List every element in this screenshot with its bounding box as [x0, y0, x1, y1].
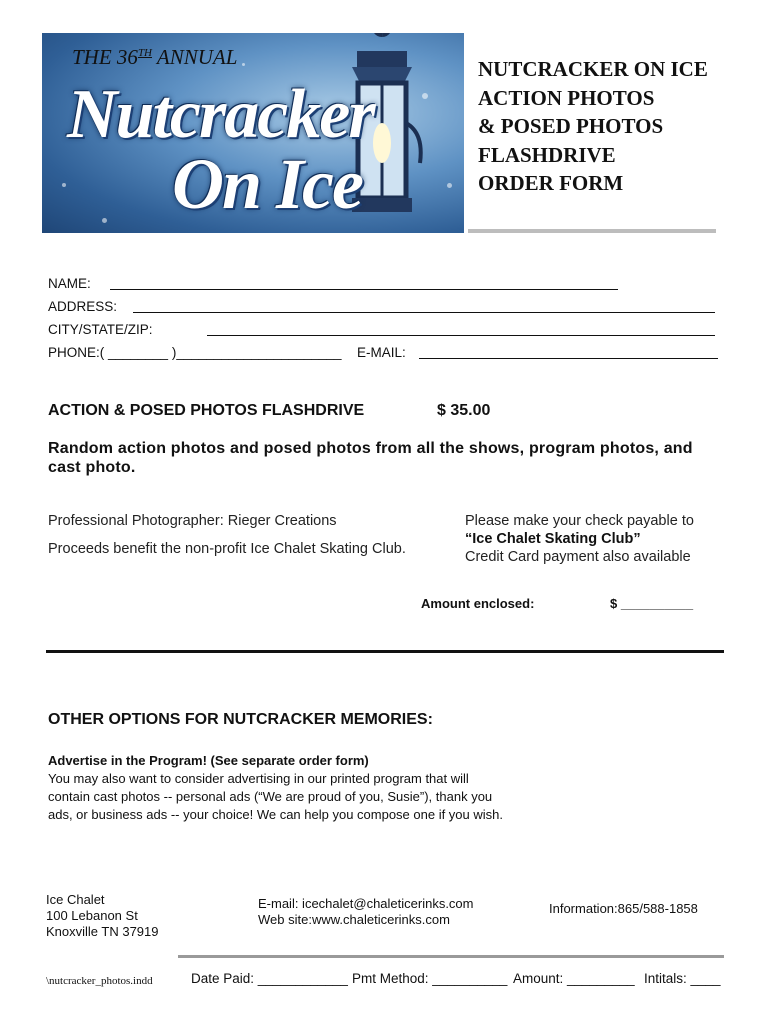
address-field[interactable]: [133, 312, 715, 313]
email-field[interactable]: [419, 358, 718, 359]
city-state-zip-field[interactable]: [207, 335, 715, 336]
advertise-text-line: You may also want to consider advertising in our printed program that will: [48, 771, 469, 786]
name-field[interactable]: [110, 289, 618, 290]
contact-street: 100 Lebanon St: [46, 908, 138, 923]
title-line: FLASHDRIVE: [478, 142, 616, 167]
email-label: E-MAIL:: [357, 345, 406, 360]
photographer-text: Professional Photographer: Rieger Creations: [48, 513, 337, 529]
payment-method-field[interactable]: Pmt Method: __________: [352, 971, 508, 986]
contact-website: Web site:www.chaleticerinks.com: [258, 912, 450, 927]
footer-divider: [178, 955, 724, 958]
title-line: ACTION PHOTOS: [478, 85, 655, 110]
amount-field[interactable]: Amount: _________: [513, 971, 635, 986]
initials-field[interactable]: Intitals: ____: [644, 971, 721, 986]
product-name: ACTION & POSED PHOTOS FLASHDRIVE: [48, 402, 365, 419]
product-description: Random action photos and posed photos from all the shows, program photos, and cast photo.: [48, 440, 693, 476]
title-line: ORDER FORM: [478, 171, 624, 195]
contact-email: E-mail: icechalet@chaleticerinks.com: [258, 896, 474, 911]
contact-name: Ice Chalet: [46, 892, 105, 907]
payable-to-name: “Ice Chalet Skating Club”: [465, 531, 641, 547]
order-form-title: [478, 55, 708, 198]
name-label: NAME:: [48, 276, 91, 291]
proceeds-text: Proceeds benefit the non-profit Ice Chalet Skating Club.: [48, 541, 406, 557]
title-line: NUTCRACKER ON ICE: [478, 57, 708, 81]
other-options-heading: OTHER OPTIONS FOR NUTCRACKER MEMORIES:: [48, 711, 433, 728]
banner-title-line2: On Ice: [172, 144, 362, 224]
title-line: & POSED PHOTOS: [478, 114, 664, 138]
date-paid-field[interactable]: Date Paid: ____________: [191, 971, 348, 986]
amount-enclosed-field[interactable]: $ __________: [610, 596, 694, 611]
advertise-text-line: ads, or business ads -- your choice! We can help you compose one if you wish.: [48, 807, 503, 822]
advertise-heading: Advertise in the Program! (See separate order form): [48, 753, 369, 768]
city-state-zip-label: CITY/STATE/ZIP:: [48, 322, 153, 337]
product-price: $ 35.00: [437, 402, 491, 419]
banner-annual-text: THE 36TH ANNUAL: [72, 45, 238, 69]
address-label: ADDRESS:: [48, 299, 118, 314]
event-banner: [42, 33, 464, 233]
contact-phone: Information:865/588-1858: [549, 901, 698, 916]
credit-card-text: Credit Card payment also available: [465, 549, 691, 565]
amount-enclosed-label: Amount enclosed:: [421, 596, 535, 611]
advertise-text-line: contain cast photos -- personal ads (“We are proud of you, Susie”), thank you: [48, 789, 493, 804]
banner-title-line1: Nutcracker: [67, 76, 374, 153]
section-divider: [46, 650, 724, 653]
contact-city: Knoxville TN 37919: [46, 924, 159, 939]
payable-text: Please make your check payable to: [465, 513, 694, 529]
file-name: \nutcracker_photos.indd: [46, 975, 153, 987]
phone-field[interactable]: PHONE:( ________ )______________________: [48, 345, 342, 360]
title-divider: [468, 229, 716, 233]
